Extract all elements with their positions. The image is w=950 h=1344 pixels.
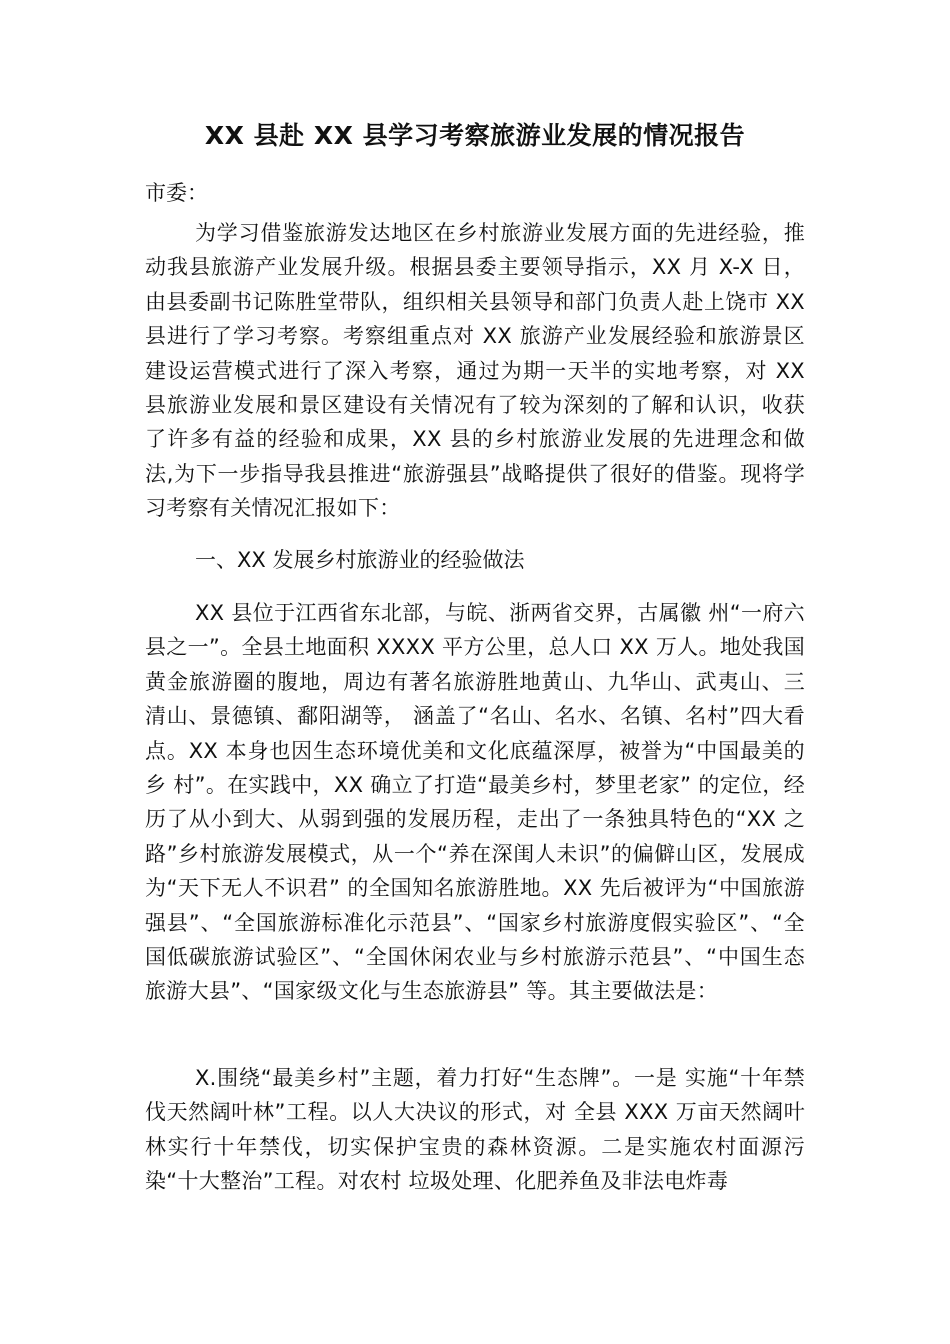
paragraph-county-overview: XX 县位于江西省东北部，与皖、浙两省交界，古属徽 州“一府六县之一”。全县土地面积 XXXX 平方公里，总人口 XX 万人。地处我国黄金旅游圈的腹地，周边有著名旅游胜地黄山、九华山、武夷山、三清山、景德镇、鄱阳湖等， 涵盖了“名山、名水、名镇、名村”四大看点。XX 本身也因生态环境优美和文化底蕴深厚，被誉为“中国最美的乡 村”。在实践中，XX 确立了打造“最美乡村，梦里老家” 的定位，经历了从小到大、从弱到强的发展历程，走出了一条独具特色的“XX 之路”乡村旅游发展模式，从一个“养在深闺人未识”的偏僻山区，发展成为“天下无人不识君” 的全国知名旅游胜地。XX 先后被评为“中国旅游强县”、“全国旅游标准化示范县”、“国家乡村旅游度假实验区”、“全国低碳旅游试验区”、“全国休闲农业与乡村旅游示范县”、“中国生态旅游大县”、“国家级文化与生态旅游县” 等。其主要做法是： bbox=[145, 601, 805, 1004]
paragraph-practice-1: X.围绕“最美乡村”主题，着力打好“生态牌”。一是 实施“十年禁伐天然阔叶林”工程。以人大决议的形式，对 全县 XXX 万亩天然阔叶林实行十年禁伐，切实保护宝贵的森林资源。二是实施农村面源污染“十大整治”工程。对农村 垃圾处理、化肥养鱼及非法电炸毒 bbox=[145, 1066, 805, 1194]
section-heading: 一、XX 发展乡村旅游业的经验做法 bbox=[195, 548, 525, 572]
salutation: 市委： bbox=[145, 181, 208, 205]
document-title: XX 县赴 XX 县学习考察旅游业发展的情况报告 bbox=[204, 121, 746, 150]
paragraph-intro: 为学习借鉴旅游发达地区在乡村旅游业发展方面的先进经验，推动我县旅游产业发展升级。根据县委主要领导指示，XX 月 X-X 日，由县委副书记陈胜堂带队，组织相关县领导和部门负责人赴上饶市 XX 县进行了学习考察。考察组重点对 XX 旅游产业发展经验和旅游景区建设运营模式进行了深入考察，通过为期一天半的实地考察，对 XX 县旅游业发展和景区建设有关情况有了较为深刻的了解和认识，收获了许多有益的经验和成果，XX 县的乡村旅游业发展的先进理念和做法,为下一步指导我县推进“旅游强县”战略提供了很好的借鉴。现将学习考察有关情况汇报如下： bbox=[145, 221, 805, 521]
